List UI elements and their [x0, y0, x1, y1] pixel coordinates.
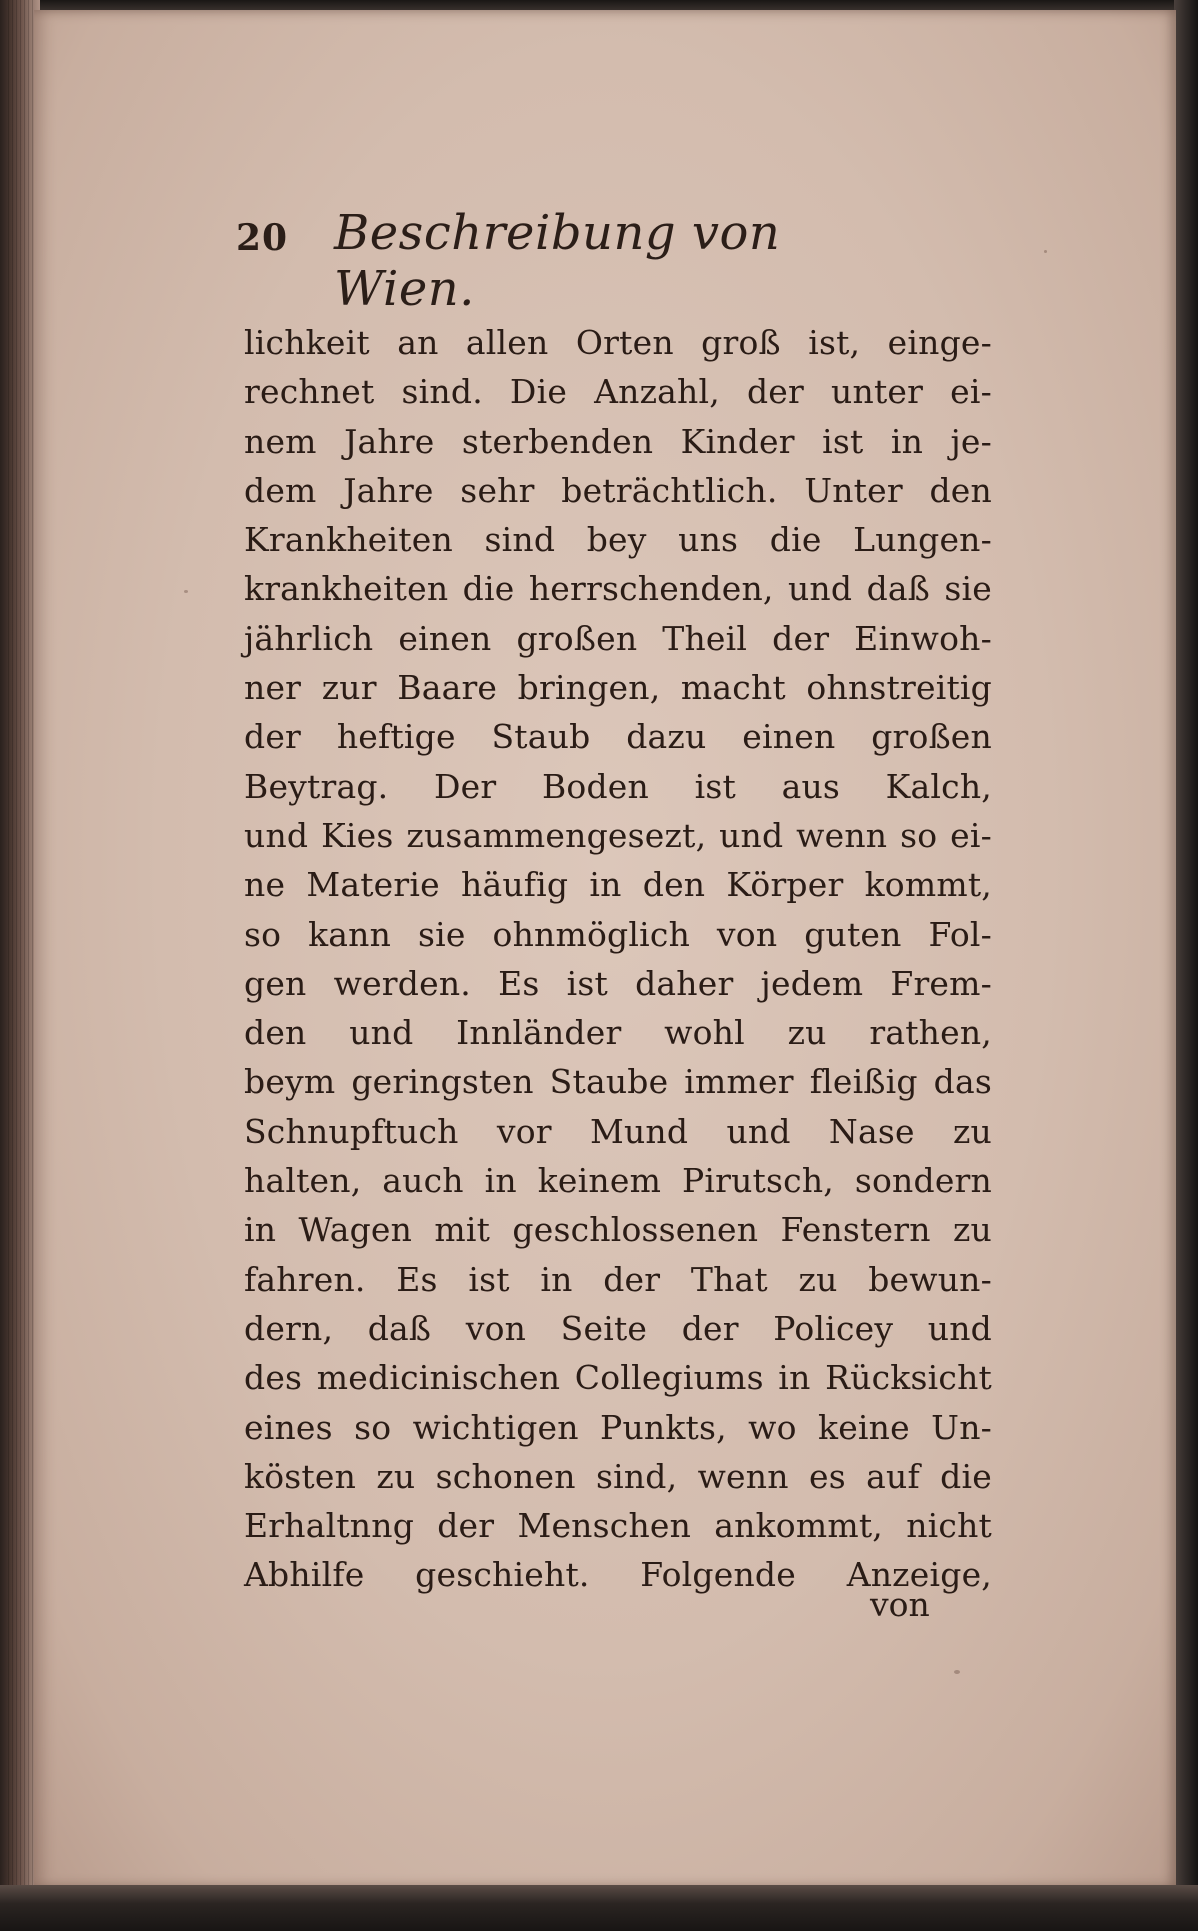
text-line: den und Innländer wohl zu rathen, — [244, 1013, 992, 1053]
text-line: so kann sie ohnmöglich von guten Fol- — [244, 914, 992, 954]
text-line: rechnet sind. Die Anzahl, der unter ei- — [244, 372, 992, 412]
body-text — [244, 318, 992, 1600]
text-line: dem Jahre sehr beträchtlich. Unter den — [244, 470, 992, 510]
catchword: von — [870, 1585, 930, 1624]
text-line: halten, auch in keinem Pirutsch, sondern — [244, 1161, 992, 1201]
text-line: dern, daß von Seite der Policey und — [244, 1308, 992, 1348]
text-line: Erhaltnng der Menschen ankommt, nicht — [244, 1506, 992, 1546]
text-line: eines so wichtigen Punkts, wo keine Un- — [244, 1407, 992, 1447]
text-line: des medicinischen Collegiums in Rücksicht — [244, 1358, 992, 1398]
text-line: Abhilfe geschieht. Folgende Anzeige, — [244, 1555, 992, 1595]
text-line: und Kies zusammengesezt, und wenn so ei- — [244, 815, 992, 855]
text-line: in Wagen mit geschlossenen Fenstern zu — [244, 1210, 992, 1250]
text-line: Schnupftuch vor Mund und Nase zu — [244, 1111, 992, 1151]
paper-speck — [1044, 250, 1047, 253]
text-line: lichkeit an allen Orten groß ist, einge- — [244, 323, 992, 362]
text-line: krankheiten die herrschenden, und daß sie — [244, 569, 992, 609]
right-page-edge — [1174, 0, 1198, 1931]
text-line: Krankheiten sind bey uns die Lungen- — [244, 520, 992, 560]
text-line: der heftige Staub dazu einen großen — [244, 717, 992, 757]
page-stack-lines — [8, 0, 36, 1931]
text-line: Beytrag. Der Boden ist aus Kalch, — [244, 766, 992, 806]
text-line: gen werden. Es ist daher jedem Frem- — [244, 963, 992, 1003]
text-line: beym geringsten Staube immer fleißig das — [244, 1062, 992, 1102]
page-header — [236, 205, 876, 317]
text-line: fahren. Es ist in der That zu bewun- — [244, 1259, 992, 1299]
text-line: ne Materie häufig in den Körper kommt, — [244, 865, 992, 905]
text-line: kösten zu schonen sind, wenn es auf die — [244, 1456, 992, 1496]
text-line: jährlich einen großen Theil der Einwoh- — [244, 618, 992, 658]
text-line: ner zur Baare bringen, macht ohnstreitig — [244, 668, 992, 708]
paper-speck — [954, 1670, 960, 1674]
running-title: Beschreibung von Wien. — [334, 205, 781, 317]
page-number: 20 — [236, 217, 289, 259]
bottom-shadow — [0, 1885, 1198, 1931]
text-line: nem Jahre sterbenden Kinder ist in je- — [244, 421, 992, 461]
paper-speck — [184, 590, 188, 593]
